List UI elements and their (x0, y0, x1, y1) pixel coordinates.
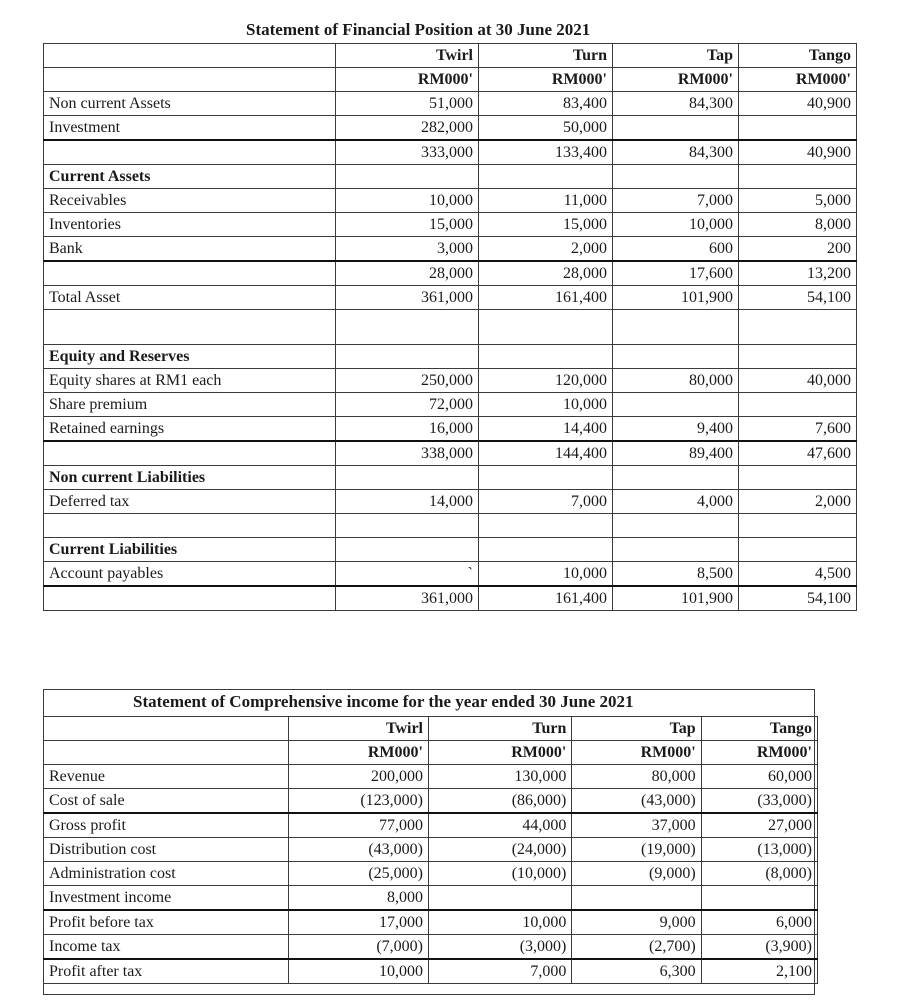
value-cell (739, 310, 857, 345)
row-label: Profit before tax (44, 910, 289, 935)
value-cell (336, 310, 479, 345)
table-row (44, 466, 857, 490)
company-header: Twirl (336, 44, 479, 68)
company-header: Twirl (288, 717, 428, 741)
row-label (44, 441, 336, 466)
company-header: Tango (701, 717, 817, 741)
section-heading: Non current Liabilities (44, 466, 336, 490)
value-cell: 5,000 (739, 189, 857, 213)
value-cell: 89,400 (613, 441, 739, 466)
row-label: Receivables (44, 189, 336, 213)
table-row (44, 140, 857, 165)
value-cell: (25,000) (288, 862, 428, 886)
table-row (44, 261, 857, 286)
value-cell (613, 514, 739, 538)
value-cell (336, 466, 479, 490)
value-cell: 7,000 (479, 490, 613, 514)
value-cell: (33,000) (701, 789, 817, 814)
value-cell: 361,000 (336, 286, 479, 310)
value-cell: 7,000 (613, 189, 739, 213)
unit-header: RM000' (336, 68, 479, 92)
value-cell: 10,000 (613, 213, 739, 237)
value-cell: (2,700) (572, 935, 701, 960)
value-cell: 40,000 (739, 369, 857, 393)
table-row (44, 116, 857, 141)
value-cell: 83,400 (479, 92, 613, 116)
value-cell (613, 310, 739, 345)
value-cell (479, 514, 613, 538)
value-cell (613, 538, 739, 562)
row-label: Gross profit (44, 813, 289, 838)
value-cell: 133,400 (479, 140, 613, 165)
value-cell: 200 (739, 237, 857, 262)
table-row (44, 441, 857, 466)
value-cell: 40,900 (739, 140, 857, 165)
table-row (44, 490, 857, 514)
value-cell: 17,000 (288, 910, 428, 935)
value-cell: 338,000 (336, 441, 479, 466)
table-row (44, 935, 818, 960)
value-cell: 13,200 (739, 261, 857, 286)
sci-header-unit-row (44, 741, 818, 765)
table-row (44, 862, 818, 886)
value-cell: 10,000 (288, 959, 428, 984)
table-row (44, 586, 857, 611)
section-heading: Current Assets (44, 165, 336, 189)
value-cell: 37,000 (572, 813, 701, 838)
value-cell: 14,400 (479, 417, 613, 442)
value-cell: 80,000 (613, 369, 739, 393)
sci-header-company-row (44, 717, 818, 741)
table-row (44, 959, 818, 984)
value-cell (479, 538, 613, 562)
row-label (44, 310, 336, 345)
value-cell: 50,000 (479, 116, 613, 141)
row-label: Account payables (44, 562, 336, 587)
row-label: Revenue (44, 765, 289, 789)
value-cell: 4,500 (739, 562, 857, 587)
value-cell: 3,000 (336, 237, 479, 262)
value-cell: 10,000 (479, 562, 613, 587)
table-row (44, 369, 857, 393)
value-cell (613, 345, 739, 369)
value-cell (739, 514, 857, 538)
value-cell: 7,000 (428, 959, 571, 984)
value-cell: (19,000) (572, 838, 701, 862)
table-row (44, 393, 857, 417)
value-cell: (123,000) (288, 789, 428, 814)
company-header: Tap (572, 717, 701, 741)
value-cell: 144,400 (479, 441, 613, 466)
value-cell: (3,000) (428, 935, 571, 960)
value-cell (613, 116, 739, 141)
value-cell: 40,900 (739, 92, 857, 116)
row-label: Distribution cost (44, 838, 289, 862)
row-label: Investment (44, 116, 336, 141)
value-cell (336, 345, 479, 369)
value-cell (613, 466, 739, 490)
unit-header: RM000' (613, 68, 739, 92)
value-cell (336, 538, 479, 562)
value-cell: 10,000 (428, 910, 571, 935)
value-cell: 2,000 (479, 237, 613, 262)
header-blank-cell (44, 68, 336, 92)
value-cell (739, 393, 857, 417)
value-cell: 161,400 (479, 286, 613, 310)
row-label (44, 261, 336, 286)
value-cell (739, 116, 857, 141)
row-label: Retained earnings (44, 417, 336, 442)
unit-header: RM000' (479, 68, 613, 92)
value-cell: 14,000 (336, 490, 479, 514)
value-cell (479, 466, 613, 490)
financial-position-table (43, 43, 857, 611)
table-row (44, 538, 857, 562)
row-label: Share premium (44, 393, 336, 417)
row-label: Administration cost (44, 862, 289, 886)
row-label: Bank (44, 237, 336, 262)
row-label: Non current Assets (44, 92, 336, 116)
table-row (44, 789, 818, 814)
row-label: Inventories (44, 213, 336, 237)
row-label: Cost of sale (44, 789, 289, 814)
value-cell: (43,000) (288, 838, 428, 862)
value-cell: 161,400 (479, 586, 613, 611)
value-cell: 28,000 (336, 261, 479, 286)
value-cell: 6,300 (572, 959, 701, 984)
unit-header: RM000' (739, 68, 857, 92)
unit-header: RM000' (701, 741, 817, 765)
value-cell (739, 165, 857, 189)
table-row (44, 562, 857, 587)
row-label (44, 514, 336, 538)
value-cell (739, 345, 857, 369)
value-cell: 7,600 (739, 417, 857, 442)
value-cell: 16,000 (336, 417, 479, 442)
value-cell: 333,000 (336, 140, 479, 165)
row-label (44, 586, 336, 611)
value-cell: (3,900) (701, 935, 817, 960)
value-cell (336, 165, 479, 189)
value-cell (701, 886, 817, 911)
table-row (44, 189, 857, 213)
row-label (44, 140, 336, 165)
value-cell: 101,900 (613, 586, 739, 611)
table-row (44, 310, 857, 345)
value-cell: 8,000 (288, 886, 428, 911)
value-cell: (13,000) (701, 838, 817, 862)
row-label: Equity shares at RM1 each (44, 369, 336, 393)
section-heading: Current Liabilities (44, 538, 336, 562)
value-cell: 84,300 (613, 140, 739, 165)
header-blank-cell (44, 44, 336, 68)
table-row (44, 765, 818, 789)
value-cell (613, 393, 739, 417)
section-heading: Equity and Reserves (44, 345, 336, 369)
value-cell (739, 466, 857, 490)
value-cell (479, 310, 613, 345)
table-row (44, 165, 857, 189)
value-cell: (43,000) (572, 789, 701, 814)
row-label: Profit after tax (44, 959, 289, 984)
value-cell (613, 165, 739, 189)
value-cell: 8,500 (613, 562, 739, 587)
value-cell: (9,000) (572, 862, 701, 886)
value-cell: 15,000 (336, 213, 479, 237)
value-cell: 11,000 (479, 189, 613, 213)
value-cell (572, 886, 701, 911)
value-cell: 72,000 (336, 393, 479, 417)
value-cell: ` (336, 562, 479, 587)
company-header: Turn (428, 717, 571, 741)
value-cell: 250,000 (336, 369, 479, 393)
value-cell: 600 (613, 237, 739, 262)
table-row (44, 92, 857, 116)
value-cell (479, 165, 613, 189)
value-cell: 15,000 (479, 213, 613, 237)
value-cell: (24,000) (428, 838, 571, 862)
value-cell: 4,000 (613, 490, 739, 514)
value-cell (428, 886, 571, 911)
value-cell: 120,000 (479, 369, 613, 393)
value-cell: 27,000 (701, 813, 817, 838)
table-row (44, 417, 857, 442)
table-row (44, 345, 857, 369)
company-header: Turn (479, 44, 613, 68)
value-cell: 361,000 (336, 586, 479, 611)
value-cell: 54,100 (739, 286, 857, 310)
table-row (44, 910, 818, 935)
sfp-header-company-row (44, 44, 857, 68)
row-label: Total Asset (44, 286, 336, 310)
value-cell: 130,000 (428, 765, 571, 789)
row-label: Deferred tax (44, 490, 336, 514)
row-label: Investment income (44, 886, 289, 911)
company-header: Tap (613, 44, 739, 68)
table-row (44, 286, 857, 310)
table-row (44, 213, 857, 237)
value-cell: 28,000 (479, 261, 613, 286)
value-cell: 80,000 (572, 765, 701, 789)
value-cell: (7,000) (288, 935, 428, 960)
value-cell: 8,000 (739, 213, 857, 237)
table-row (44, 237, 857, 262)
header-blank-cell (44, 717, 289, 741)
value-cell: 17,600 (613, 261, 739, 286)
table-row (44, 514, 857, 538)
value-cell: 51,000 (336, 92, 479, 116)
sfp-title: Statement of Financial Position at 30 June 2021 (246, 20, 591, 39)
value-cell: 47,600 (739, 441, 857, 466)
sfp-header-unit-row (44, 68, 857, 92)
value-cell: 2,100 (701, 959, 817, 984)
unit-header: RM000' (288, 741, 428, 765)
value-cell (336, 514, 479, 538)
comprehensive-income-table (43, 716, 818, 984)
value-cell (739, 538, 857, 562)
value-cell: 9,400 (613, 417, 739, 442)
value-cell: 282,000 (336, 116, 479, 141)
value-cell: 54,100 (739, 586, 857, 611)
value-cell: 77,000 (288, 813, 428, 838)
sci-title: Statement of Comprehensive income for the year ended 30 June 2021 (133, 692, 634, 711)
table-row (44, 886, 818, 911)
value-cell: 6,000 (701, 910, 817, 935)
value-cell: (8,000) (701, 862, 817, 886)
table-row (44, 813, 818, 838)
value-cell: 101,900 (613, 286, 739, 310)
value-cell: 44,000 (428, 813, 571, 838)
unit-header: RM000' (572, 741, 701, 765)
value-cell: 200,000 (288, 765, 428, 789)
value-cell: 9,000 (572, 910, 701, 935)
table-row (44, 838, 818, 862)
value-cell (479, 345, 613, 369)
value-cell: 2,000 (739, 490, 857, 514)
company-header: Tango (739, 44, 857, 68)
row-label: Income tax (44, 935, 289, 960)
value-cell: 60,000 (701, 765, 817, 789)
header-blank-cell (44, 741, 289, 765)
value-cell: 10,000 (336, 189, 479, 213)
unit-header: RM000' (428, 741, 571, 765)
value-cell: 84,300 (613, 92, 739, 116)
value-cell: (10,000) (428, 862, 571, 886)
value-cell: 10,000 (479, 393, 613, 417)
value-cell: (86,000) (428, 789, 571, 814)
